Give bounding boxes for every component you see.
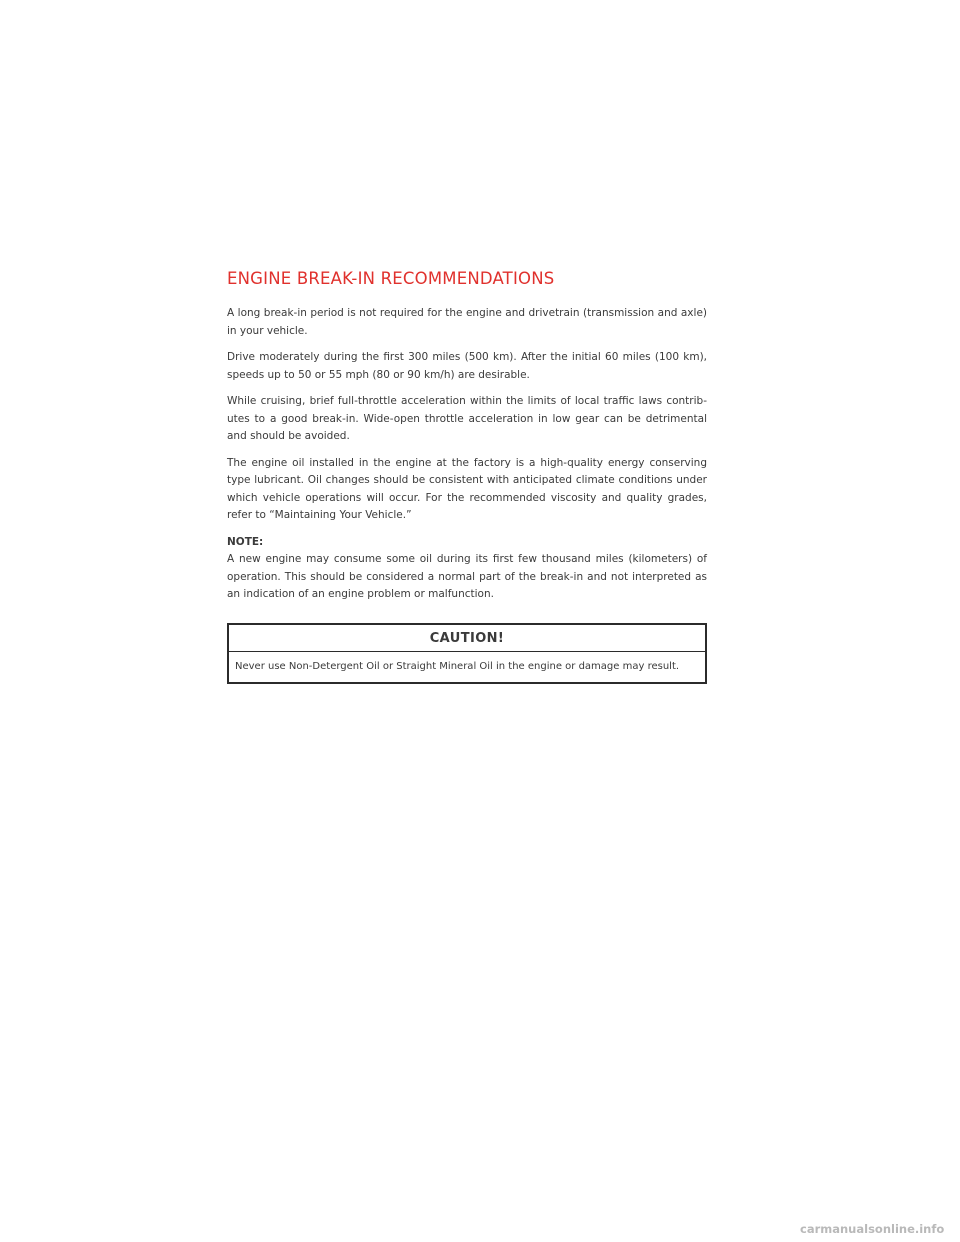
svg-text:carmanualsonline.info: carmanualsonline.info [800,1222,945,1236]
paragraph-cruising: While cruising, brief full-throttle acceleration within the limits of local traffic laws contrib-utes to a good break-in. Wide-open throttle acceleration in low gear can be detrimental and should be avoided. [227,395,707,442]
paragraph-engine-oil: The engine oil installed in the engine at the factory is a high-quality energy conserving type lubricant. Oil changes should be consistent with anticipated climate conditions under which vehicle operations will occur. For the recommended viscosity and quality grades, refer to “Maintaining Your Vehicle.” [227,456,707,521]
paragraph-break-in-period: A long break-in period is not required for the engine and drivetrain (transmission and axle) in your vehicle. [227,307,707,337]
section-title: ENGINE BREAK-IN RECOMMENDATIONS [227,269,555,288]
paragraph-drive-moderately: Drive moderately during the first 300 miles (500 km). After the initial 60 miles (100 km), speeds up to 50 or 55 mph (80 or 90 km/h) are desirable. [227,351,707,381]
note-text: A new engine may consume some oil during its first few thousand miles (kilometers) of operation. This should be considered a normal part of the break-in and not interpreted as an indication of an engine problem or malfunction. [227,553,707,600]
caution-text: Never use Non-Detergent Oil or Straight Mineral Oil in the engine or damage may result. [235,660,680,672]
watermark-logo [800,1222,955,1236]
caution-box [227,623,707,684]
caution-title: CAUTION! [229,627,705,652]
note-label: NOTE: [227,535,264,548]
page-content [227,268,707,684]
